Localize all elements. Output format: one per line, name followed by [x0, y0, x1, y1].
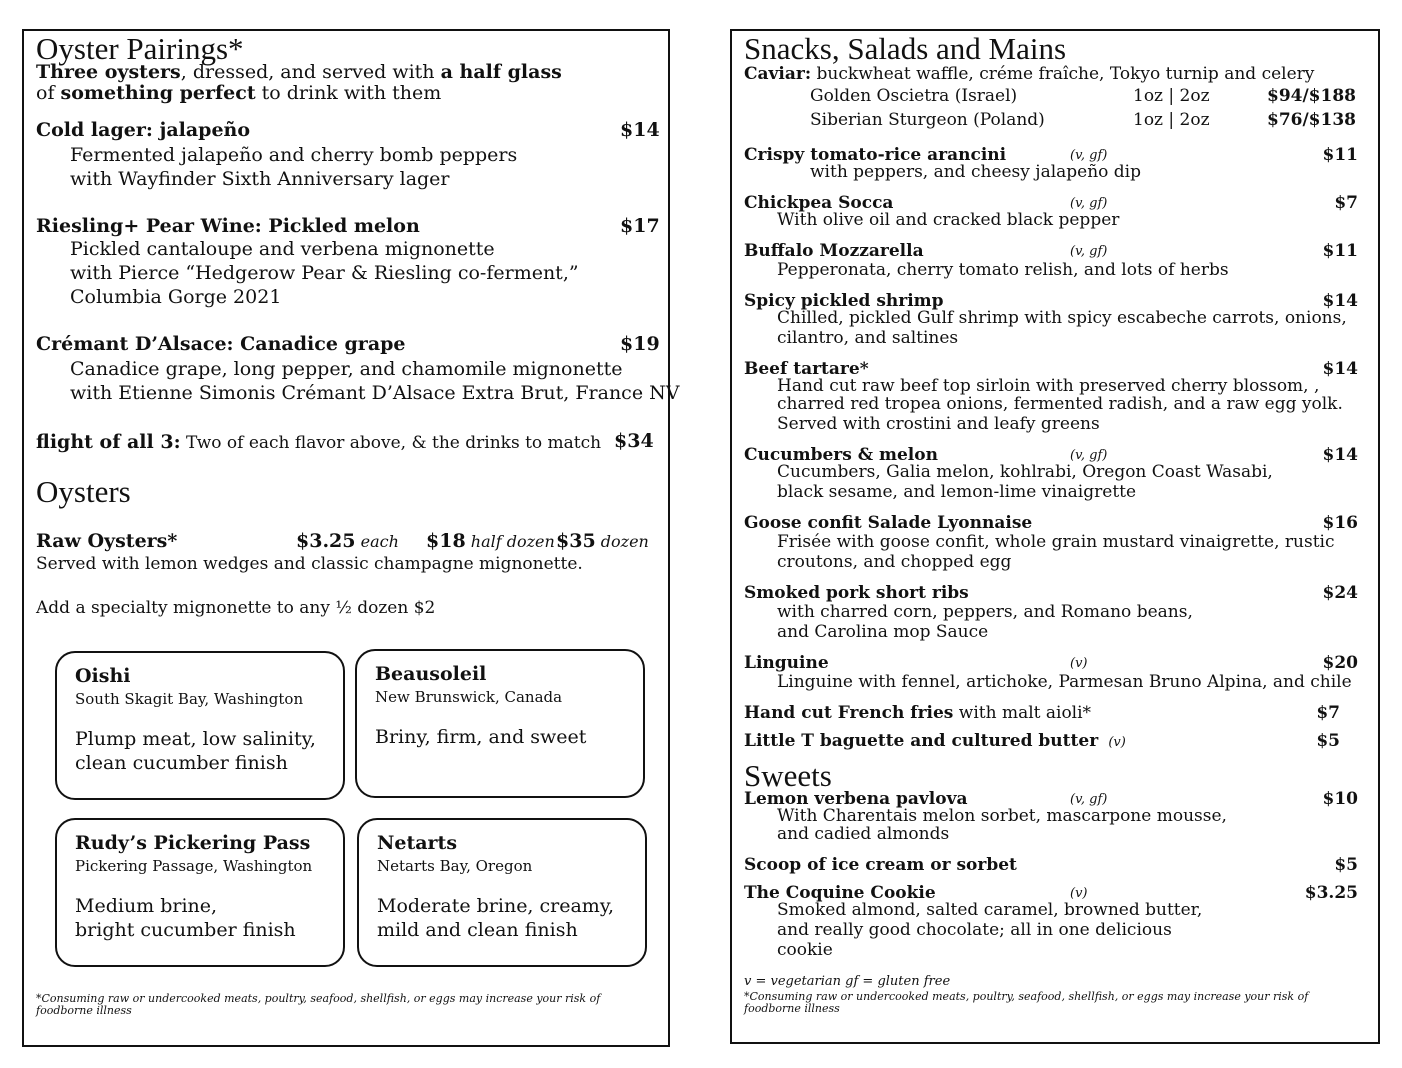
menu-item-desc: and Carolina mop Sauce [777, 622, 989, 642]
menu-item-desc: Chilled, pickled Gulf shrimp with spicy escabeche carrots, onions, [777, 308, 1347, 328]
pairing-desc: Canadice grape, long pepper, and chamomile mignonette [70, 358, 623, 380]
flight-label: flight of all 3: [36, 431, 181, 453]
menu-item-desc: cookie [777, 940, 833, 960]
menu-item-desc: with charred corn, peppers, and Romano beans, [777, 602, 1193, 622]
flight-desc: Two of each flavor above, & the drinks to match [180, 433, 602, 453]
fries-price: $7 [1316, 703, 1340, 723]
pairing-desc: Pickled cantaloupe and verbena mignonette [70, 238, 495, 260]
menu-item-name: The Coquine Cookie [744, 883, 936, 903]
menu-item-name: Crispy tomato-rice arancini [744, 145, 1007, 165]
oyster-desc: Plump meat, low salinity, clean cucumber finish [75, 728, 316, 774]
oyster-card-beausoleil [355, 649, 645, 798]
menu-item-tag: (v) [1070, 656, 1088, 671]
caviar-row-name: Siberian Sturgeon (Poland) [810, 110, 1045, 130]
menu-item-name: Spicy pickled shrimp [744, 291, 944, 311]
menu-item-name: Linguine [744, 653, 829, 673]
fries-name: Hand cut French fries [744, 703, 954, 723]
menu-item-desc: with peppers, and cheesy jalapeño dip [810, 162, 1142, 182]
pairing-price: $19 [620, 333, 660, 355]
caviar-row-price: $94/$188 [1266, 86, 1356, 106]
menu-item-desc: Cucumbers, Galia melon, kohlrabi, Oregon Coast Wasabi, [777, 462, 1273, 482]
raw-each-label: each [360, 532, 399, 551]
oyster-name: Beausoleil [375, 663, 487, 685]
intro-part-4: of [36, 82, 61, 104]
menu-item-name: Cucumbers & melon [744, 445, 938, 465]
menu-item-desc: Pepperonata, cherry tomato relish, and lots of herbs [777, 260, 1229, 280]
menu-item-price: $24 [1322, 583, 1358, 603]
oyster-location: Netarts Bay, Oregon [377, 857, 533, 875]
oyster-location: New Brunswick, Canada [375, 688, 563, 706]
menu-item-desc: Linguine with fennel, artichoke, Parmesan Bruno Alpina, and chile [777, 672, 1352, 692]
baguette-line [744, 731, 1126, 751]
menu-item-name: Buffalo Mozzarella [744, 241, 924, 261]
pairing-desc: Fermented jalapeño and cherry bomb peppers [70, 144, 518, 166]
menu-item-price: $11 [1322, 241, 1358, 261]
intro-part-3: a half glass [440, 61, 562, 83]
menu-item-desc: With olive oil and cracked black pepper [777, 210, 1120, 230]
intro-part-6: to drink with them [255, 82, 442, 104]
menu-item-tag: (v, gf) [1070, 196, 1108, 211]
menu-item-desc: Smoked almond, salted caramel, browned butter, [777, 900, 1203, 920]
menu-item-desc: Served with crostini and leafy greens [777, 414, 1100, 434]
pairing-price: $14 [620, 119, 660, 141]
sweets-title: Sweets [744, 758, 832, 793]
menu-item-price: $5 [1334, 855, 1358, 875]
menu-item-tag: (v, gf) [1070, 448, 1108, 463]
baguette-tag: (v) [1108, 735, 1126, 750]
menu-item-tag: (v, gf) [1070, 792, 1108, 807]
caviar-row-size: 1oz | 2oz [1133, 110, 1210, 130]
menu-item-price: $3.25 [1304, 883, 1358, 903]
pairing-name: Crémant D’Alsace: Canadice grape [36, 333, 406, 355]
menu-item-tag: (v) [1070, 886, 1088, 901]
oyster-desc: Briny, firm, and sweet [375, 726, 587, 748]
pairing-name: Cold lager: jalapeño [36, 119, 251, 141]
menu-item-desc: Frisée with goose confit, whole grain mustard vinaigrette, rustic [777, 532, 1335, 552]
raw-dozen [556, 530, 649, 552]
food-menu-panel [730, 29, 1380, 1044]
oyster-card-netarts [357, 818, 647, 967]
pairing-name: Riesling+ Pear Wine: Pickled melon [36, 215, 420, 237]
caviar-row-name: Golden Oscietra (Israel) [810, 86, 1018, 106]
intro-part-2: , dressed, and served with [180, 61, 441, 83]
raw-half-price: $18 [426, 530, 466, 552]
menu-item-name: Chickpea Socca [744, 193, 894, 213]
menu-item-name: Scoop of ice cream or sorbet [744, 855, 1017, 875]
menu-item-price: $7 [1334, 193, 1358, 213]
fries-line [744, 703, 1091, 723]
oysters-title: Oysters [36, 474, 131, 509]
oyster-name: Rudy’s Pickering Pass [75, 832, 311, 854]
oyster-menu-panel [22, 29, 680, 1047]
pairing-desc: with Pierce “Hedgerow Pear & Riesling co-ferment,” [70, 262, 579, 284]
menu-item-tag: (v, gf) [1070, 148, 1108, 163]
raw-half-label: half dozen [470, 532, 555, 551]
pairing-desc: Columbia Gorge 2021 [70, 286, 282, 308]
menu-item-name: Lemon verbena pavlova [744, 789, 968, 809]
menu-item-price: $14 [1322, 359, 1358, 379]
menu-item-price: $16 [1322, 513, 1358, 533]
flight-line [36, 431, 601, 453]
left-disclaimer: *Consuming raw or undercooked meats, poultry, seafood, shellfish, or eggs may increase your risk of foodborne illness [36, 992, 601, 1017]
raw-each-price: $3.25 [296, 530, 356, 552]
menu-item-price: $11 [1322, 145, 1358, 165]
menu-item-price: $14 [1322, 291, 1358, 311]
caviar-label: Caviar: [744, 64, 812, 84]
baguette-name: Little T baguette and cultured butter [744, 731, 1099, 751]
menu-item-desc: charred red tropea onions, fermented radish, and a raw egg yolk. [777, 394, 1343, 414]
menu-item-name: Smoked pork short ribs [744, 583, 969, 603]
menu-item-price: $14 [1322, 445, 1358, 465]
flight-price: $34 [614, 430, 654, 452]
menu-item-desc: With Charentais melon sorbet, mascarpone mousse, [777, 806, 1227, 826]
oyster-card-rudys [55, 818, 345, 967]
menu-item-price: $10 [1322, 789, 1358, 809]
oyster-name: Oishi [75, 665, 131, 687]
raw-dozen-price: $35 [556, 530, 596, 552]
caviar-row-price: $76/$138 [1266, 110, 1356, 130]
caviar-line [744, 64, 1314, 84]
intro-part-1: Three oysters [36, 61, 181, 83]
fries-desc: with malt aioli* [953, 703, 1092, 723]
oyster-location: Pickering Passage, Washington [75, 857, 313, 875]
menu-item-desc: and cadied almonds [777, 824, 950, 844]
pairing-desc: with Etienne Simonis Crémant D’Alsace Extra Brut, France NV [70, 382, 680, 404]
raw-half [426, 530, 555, 552]
oyster-location: South Skagit Bay, Washington [75, 690, 304, 708]
baguette-price: $5 [1316, 731, 1340, 751]
menu-item-tag: (v, gf) [1070, 244, 1108, 259]
menu-item-desc: and really good chocolate; all in one delicious [777, 920, 1172, 940]
oyster-card-oishi [55, 651, 345, 800]
menu-item-desc: croutons, and chopped egg [777, 552, 1012, 572]
menu-item-name: Beef tartare* [744, 359, 869, 379]
menu-item-name: Goose confit Salade Lyonnaise [744, 513, 1033, 533]
snacks-title: Snacks, Salads and Mains [744, 31, 1067, 66]
right-disclaimer: *Consuming raw or undercooked meats, poultry, seafood, shellfish, or eggs may increase your risk of foodborne illness [744, 990, 1309, 1015]
caviar-row-size: 1oz | 2oz [1133, 86, 1210, 106]
menu-item-desc: black sesame, and lemon-lime vinaigrette [777, 482, 1137, 502]
raw-oysters-name: Raw Oysters* [36, 530, 178, 552]
raw-dozen-label: dozen [600, 532, 649, 551]
diet-legend: v = vegetarian gf = gluten free [744, 974, 951, 989]
pairing-desc: with Wayfinder Sixth Anniversary lager [70, 168, 450, 190]
intro-part-5: something perfect [60, 82, 256, 104]
oyster-desc: Moderate brine, creamy, mild and clean finish [377, 895, 615, 941]
mignonette-addon: Add a specialty mignonette to any ½ dozen $2 [36, 598, 436, 618]
oyster-name: Netarts [377, 832, 458, 854]
raw-oysters-desc: Served with lemon wedges and classic champagne mignonette. [36, 554, 583, 574]
raw-each [296, 530, 399, 552]
pairings-intro [36, 62, 562, 104]
oyster-pairings-title: Oyster Pairings* [36, 31, 244, 66]
oyster-desc: Medium brine, bright cucumber finish [75, 895, 296, 941]
menu-item-desc: cilantro, and saltines [777, 328, 959, 348]
menu-item-price: $20 [1322, 653, 1358, 673]
caviar-desc: buckwheat waffle, créme fraîche, Tokyo turnip and celery [811, 64, 1315, 84]
pairing-price: $17 [620, 215, 660, 237]
menu-item-desc: Hand cut raw beef top sirloin with preserved cherry blossom, , [777, 376, 1320, 396]
